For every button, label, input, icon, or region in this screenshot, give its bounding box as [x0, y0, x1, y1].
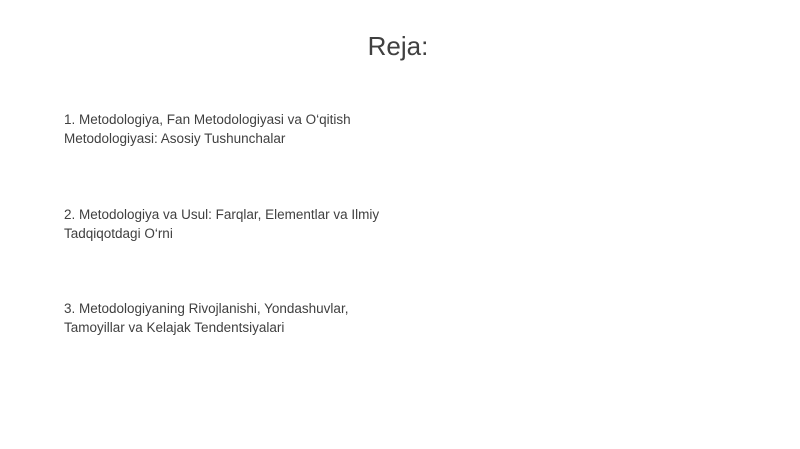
- agenda-item-1: 1. Metodologiya, Fan Metodologiyasi va O‘qitish Metodologiyasi: Asosiy Tushunchalar: [64, 112, 351, 146]
- agenda-item-3: 3. Metodologiyaning Rivojlanishi, Yondashuvlar, Tamoyillar va Kelajak Tendentsiyalari: [64, 301, 349, 335]
- slide-title: Reja:: [367, 31, 429, 61]
- agenda-item-2: 2. Metodologiya va Usul: Farqlar, Elementlar va Ilmiy Tadqiqotdagi O‘rni: [64, 207, 380, 241]
